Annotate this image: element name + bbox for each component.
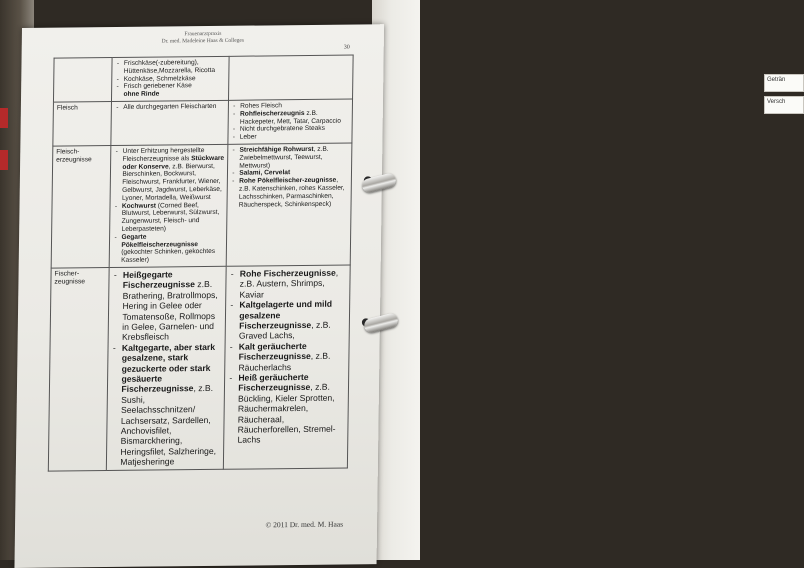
red-tab-marker (0, 108, 8, 128)
category-label: Fleisch-erzeugnisse (51, 146, 111, 269)
table-row: Fleisch-erzeugnisse - Unter Erhitzung hergestellte Fleischerzeugnisse als Stückware oder Konserve, z.B. Bierwurst, Bierschinken, Bockwurst, Fleischwurst, Frankfurter, Wiener, Gelbwurst, Jagdwurst, Leberkäse, Lyoner, Mortadella, Weißwurst - Kochwurst (Corned Beef, Blutwurst, Leberwurst, Sülzwurst, Zungenwurst, Fleisch- und Leberpasteten) - Gegarte Pökelfleischerzeugnisse (gekochter Schinken, gekochtes Kasseler) - Streichfähige Rohwurst, z.B. Zwiebelmettwurst, Teewurst, Mettwurst) - Salami, Cervelat - Rohe Pökelfleischer-zeugnisse, z.B. Katenschinken, rohes Kasseler, Lachsschinken, Parmaschinken, Räucherspeck, Schinkenspeck) (51, 143, 352, 268)
food-table (48, 55, 354, 472)
side-card: Versch (764, 96, 804, 114)
page-header (22, 29, 384, 46)
header-practice: Frauenarztpraxis (184, 30, 222, 38)
category-label: Fischer-zeugnisse (48, 267, 109, 470)
page-number: 30 (343, 44, 350, 51)
category-label: Fleisch (53, 102, 112, 147)
page-footer: © 2011 Dr. med. M. Haas (265, 519, 344, 530)
header-doctor: Dr. med. Madeleine Haas & Colleges (161, 37, 245, 45)
table-row: - Frischkäse(-zubereitung), Hüttenkäse,Mozzarella, Ricotta - Kochkäse, Schmelzkäse - Frisch geriebener Käse ohne Rinde (53, 55, 353, 102)
document-page (14, 24, 384, 568)
red-tab-marker (0, 150, 8, 170)
table-row: Fischer-zeugnisse - Heißgegarte Fischerzeugnisse z.B. Brathering, Bratrollmops, Hering in Gelee oder Tomatensoße, Rollmops in Gelee, Garnelen- und Krebsfleisch - Kaltgegarte, aber stark gesalzene, stark gezuckerte oder stark gesäuerte Fischerzeugnisse, z.B. Sushi, Seelachsschnitzen/ Lachsersatz, Sardellen, Anchovisfilet, Bismarckhering, Heringsfilet, Salzheringe, Matjesheringe - Rohe Fischerzeugnisse, z.B. Austern, Shrimps, Kaviar - Kaltgelagerte und mild gesalzene Fischerzeugnisse, z.B. Graved Lachs, - Kalt geräucherte Fischerzeugnisse, z.B. Räucherlachs - Heiß geräucherte Fischerzeugnisse, z.B. Bückling, Kieler Sprotten, Räuchermakrelen, Räucheraal, Räucherforellen, Stremel-Lachs (48, 265, 350, 471)
table-row: Fleisch - Alle durchgegarten Fleischarten - Rohes Fleisch - Rohfleischerzeugnis z.B. Hackepeter, Mett, Tatar, Carpaccio - Nicht durchgebratene Steaks - Leber (53, 99, 353, 146)
side-card: Geträn (764, 74, 804, 92)
